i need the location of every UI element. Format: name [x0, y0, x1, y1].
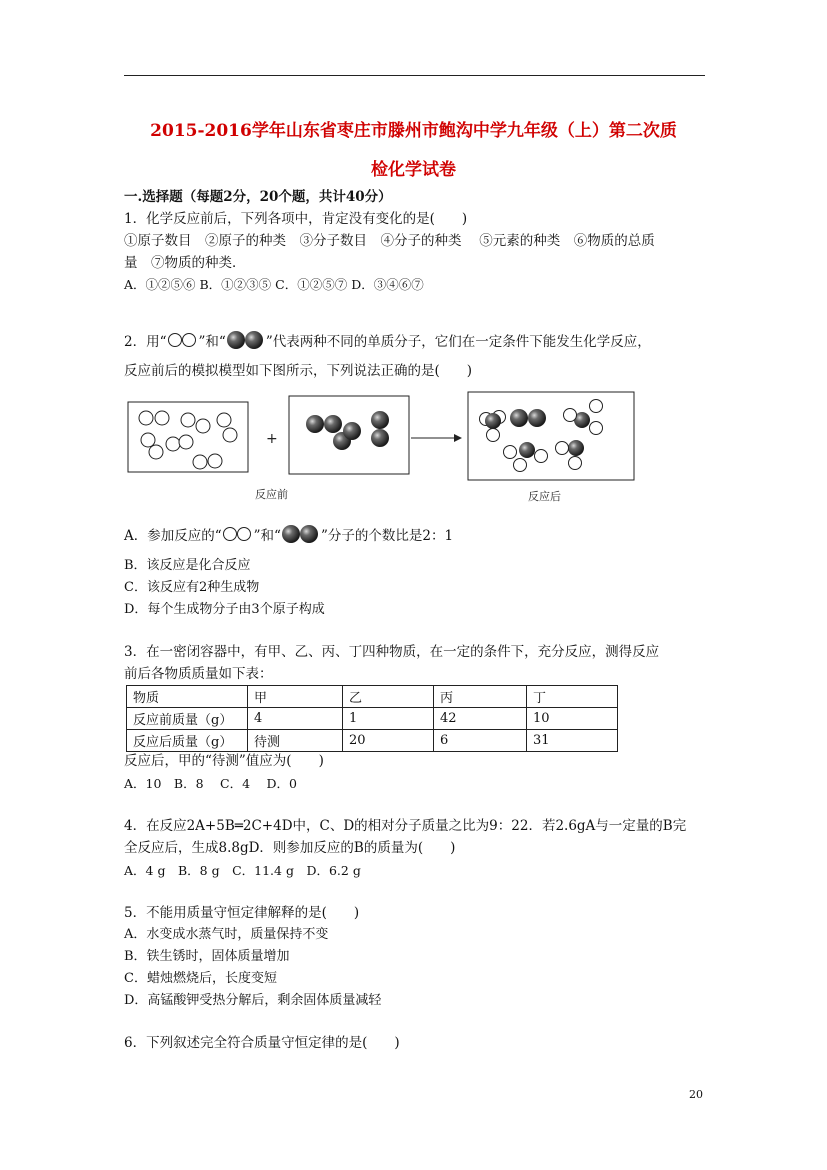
title-line-2: 检化学试卷 [371, 160, 456, 180]
table-row [127, 708, 618, 730]
white-molecule-icon [167, 332, 199, 348]
white-molecule-icon [222, 526, 254, 542]
plus-sign: + [266, 431, 278, 447]
q2-stem-line1 [124, 330, 651, 351]
q2-stem-line2: 反应前后的模拟模型如下图所示，下列说法正确的是( ) [124, 363, 473, 379]
table-header-cell: 甲 [248, 686, 343, 708]
q5-option-d: D．高锰酸钾受热分解后，剩余固体质量减轻 [124, 993, 382, 1008]
table-cell: 待测 [248, 730, 343, 752]
q3-stem-line1: 3．在一密闭容器中，有甲、乙、丙、丁四种物质，在一定的条件下，充分反应，测得反应 [124, 644, 660, 660]
q5-stem: 5．不能用质量守恒定律解释的是( ) [124, 905, 360, 921]
section-heading: 一.选择题（每题2分，20个题，共计40分） [124, 189, 392, 205]
reaction-model-diagram [126, 390, 638, 508]
q4-stem-line1: 4．在反应2A+5B═2C+4D中，C、D的相对分子质量之比为9：22．若2.6gA与一定量的B完 [124, 818, 687, 834]
table-cell: 反应后质量（g） [127, 730, 248, 752]
table-cell: 31 [527, 730, 618, 752]
q2-option-a [124, 524, 453, 545]
dark-molecule-icon [281, 524, 321, 544]
table-header-cell: 物质 [127, 686, 248, 708]
label-after: 反应后 [528, 490, 561, 503]
table-cell: 6 [434, 730, 527, 752]
q3-after: 反应后，甲的“待测”值应为( ) [124, 753, 324, 769]
q5-option-a: A．水变成水蒸气时，质量保持不变 [124, 927, 329, 942]
table-header-row [127, 686, 618, 708]
q2-stem-part2: ”和“ [198, 334, 226, 350]
page-number: 20 [689, 1088, 703, 1101]
table-cell: 反应前质量（g） [127, 708, 248, 730]
q1-options: A．①②⑤⑥ B．①②③⑤ C．①②⑤⑦ D．③④⑥⑦ [124, 277, 424, 292]
q5-option-c: C．蜡烛燃烧后，长度变短 [124, 971, 277, 986]
q4-stem-line2: 全反应后，生成8.8gD．则参加反应的B的质量为( ) [124, 840, 456, 856]
q2-option-c: C．该反应有2种生成物 [124, 580, 260, 595]
q3-options: A．10 B．8 C．4 D．0 [124, 776, 298, 791]
q3-stem-line2: 前后各物质质量如下表： [124, 666, 273, 682]
q2-option-a-part3: ”分子的个数比是2：1 [320, 528, 454, 544]
q2-option-b: B．该反应是化合反应 [124, 558, 251, 573]
table-cell: 42 [434, 708, 527, 730]
q4-options: A．4 g B．8 g C．11.4 g D．6.2 g [124, 863, 361, 878]
q2-option-a-part2: ”和“ [253, 528, 281, 544]
arrow-head [454, 434, 462, 442]
q1-items-line1: ①原子数目 ②原子的种类 ③分子数目 ④分子的种类 ⑤元素的种类 ⑥物质的总质 [124, 233, 655, 249]
mass-table [126, 685, 618, 752]
q1-stem: 1．化学反应前后，下列各项中，肯定没有变化的是( ) [124, 211, 468, 227]
table-cell: 1 [343, 708, 434, 730]
q6-stem: 6．下列叙述完全符合质量守恒定律的是( ) [124, 1035, 400, 1051]
table-row [127, 730, 618, 752]
q1-items-line2: 量 ⑦物质的种类． [124, 255, 246, 271]
dark-molecule-icon [226, 330, 266, 350]
table-header-cell: 丙 [434, 686, 527, 708]
table-header-cell: 丁 [527, 686, 618, 708]
q5-option-b: B．铁生锈时，固体质量增加 [124, 949, 290, 964]
table-cell: 4 [248, 708, 343, 730]
q2-option-a-part1: A．参加反应的“ [124, 528, 222, 544]
label-before: 反应前 [255, 488, 288, 501]
q2-stem-part3: ”代表两种不同的单质分子，它们在一定条件下能发生化学反应， [265, 334, 651, 350]
table-cell: 20 [343, 730, 434, 752]
header-rule [124, 75, 705, 76]
title-line-1: 2015-2016学年山东省枣庄市滕州市鲍沟中学九年级（上）第二次质 [150, 121, 677, 141]
table-cell: 10 [527, 708, 618, 730]
table-header-cell: 乙 [343, 686, 434, 708]
q2-stem-part1: 2．用“ [124, 334, 167, 350]
q2-option-d: D．每个生成物分子由3个原子构成 [124, 602, 325, 617]
